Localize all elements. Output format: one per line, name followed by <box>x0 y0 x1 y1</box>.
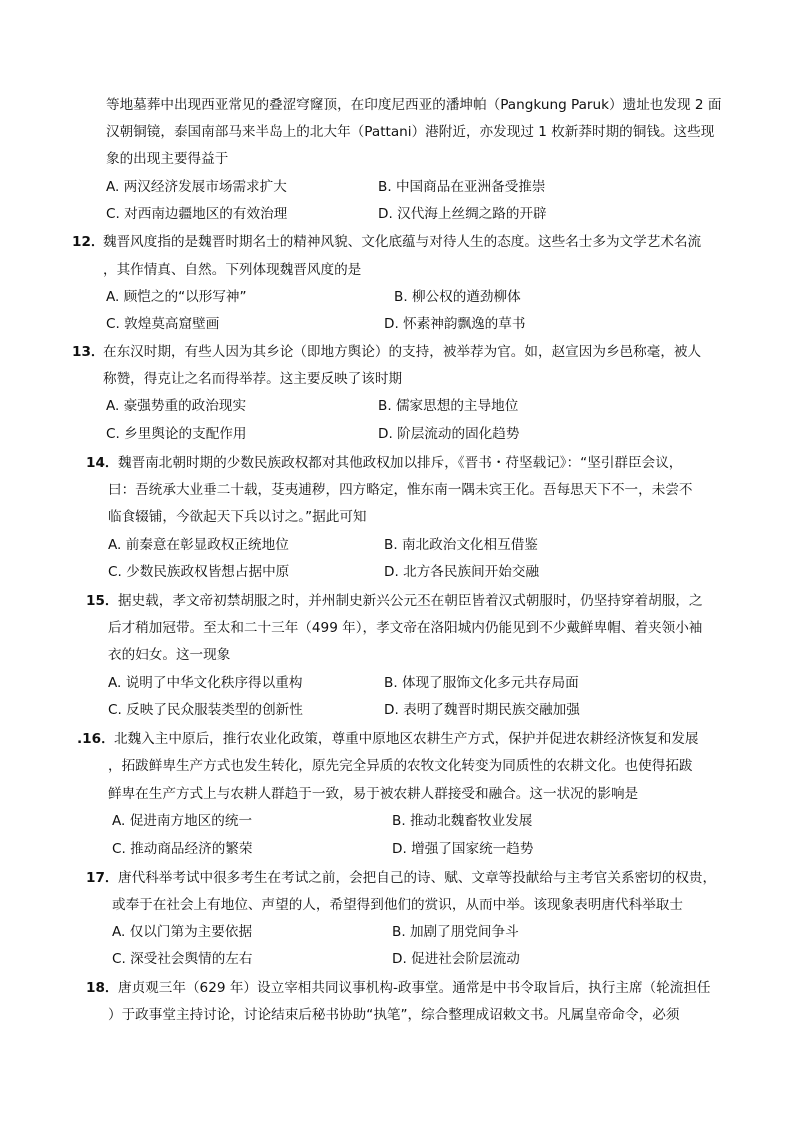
question-16-option-a: A. 促进南方地区的统一 <box>112 813 253 829</box>
question-16-line-2: ，拓跋鲜卑生产方式也发生转化，原先完全异质的农牧文化转变为同质性的农耕文化。也使得拓跋 <box>108 758 693 774</box>
question-13-option-c: C. 乡里舆论的支配作用 <box>106 426 247 442</box>
question-18-line-1: 唐贞观三年（629 年）设立宰相共同议事机构-政事堂。通常是中书令取旨后，执行主席（轮流担任 <box>118 980 711 996</box>
question-17-line-1: 唐代科举考试中很多考生在考试之前，会把自己的诗、赋、文章等投献给与主考官关系密切的权贵， <box>118 870 717 886</box>
question-number: 18． <box>86 980 119 996</box>
question-16-line-3: 鲜卑在生产方式上与农耕人群趋于一致，易于被农耕人群接受和融合。这一状况的影响是 <box>108 786 639 802</box>
question-17-option-b: B. 加剧了朋党间争斗 <box>392 924 519 940</box>
question-12-option-b: B. 柳公权的遒劲柳体 <box>394 289 521 305</box>
question-12-line-2: ，其作情真、自然。下列体现魏晋风度的是 <box>103 262 362 278</box>
question-16-option-c: C. 推动商品经济的繁荣 <box>112 841 253 857</box>
question-12-line-1: 魏晋风度指的是魏晋时期名士的精神风貌、文化底蕴与对待人生的态度。这些名士多为文学艺术名流 <box>103 234 702 250</box>
question-17-option-c: C. 深受社会舆情的左右 <box>112 951 253 967</box>
question-14-option-b: B. 南北政治文化相互借鉴 <box>384 537 538 553</box>
question-15-line-3: 衣的妇女。这一现象 <box>108 647 231 663</box>
question-number: 13． <box>72 344 105 360</box>
question-number: .16． <box>77 731 115 747</box>
question-12-option-d: D. 怀素神韵飘逸的草书 <box>384 316 526 332</box>
intro-line-2: 汉朝铜镜，泰国南部马来半岛上的北大年（Pattani）港附近，亦发现过 1 枚新莽时期的铜钱。这些现 <box>106 124 715 140</box>
question-17-option-d: D. 促进社会阶层流动 <box>392 951 520 967</box>
question-14-option-d: D. 北方各民族间开始交融 <box>384 564 540 580</box>
question-13-option-d: D. 阶层流动的固化趋势 <box>378 426 520 442</box>
question-13-option-a: A. 豪强势重的政治现实 <box>106 398 247 414</box>
intro-option-d: D. 汉代海上丝绸之路的开辟 <box>378 206 547 222</box>
question-12-option-a: A. 顾恺之的“以形写神” <box>106 289 247 305</box>
question-16-line-1: 北魏入主中原后，推行农业化政策，尊重中原地区农耕生产方式，保护并促进农耕经济恢复和发展 <box>114 731 699 747</box>
question-14-option-a: A. 前秦意在彰显政权正统地位 <box>108 537 289 553</box>
intro-option-b: B. 中国商品在亚洲备受推崇 <box>378 179 546 195</box>
question-15-option-c: C. 反映了民众服装类型的创新性 <box>108 702 303 718</box>
question-18-line-2: ）于政事堂主持讨论，讨论结束后秘书协助“执笔”，综合整理成诏敕文书。凡属皇帝命令，必须 <box>108 1007 680 1023</box>
question-14-line-1: 魏晋南北朝时期的少数民族政权都对其他政权加以排斥，《晋书・苻坚载记》：“坚引群臣会议， <box>118 455 683 471</box>
question-number: 14． <box>86 455 119 471</box>
intro-line-3: 象的出现主要得益于 <box>106 151 229 167</box>
question-16-option-b: B. 推动北魏畜牧业发展 <box>392 813 533 829</box>
question-15-line-1: 据史载，孝文帝初禁胡服之时，并州制史新兴公元丕在朝臣皆着汉式朝服时，仍坚持穿着胡服，之 <box>118 593 703 609</box>
question-16-option-d: D. 增强了国家统一趋势 <box>392 841 534 857</box>
intro-option-c: C. 对西南边疆地区的有效治理 <box>106 206 288 222</box>
question-15-option-a: A. 说明了中华文化秩序得以重构 <box>108 675 303 691</box>
question-15-option-d: D. 表明了魏晋时期民族交融加强 <box>384 702 580 718</box>
question-17-option-a: A. 仅以门第为主要依据 <box>112 924 253 940</box>
question-14-line-3: 临食辍铺，今欲起天下兵以讨之。”据此可知 <box>108 509 367 525</box>
question-number: 15． <box>86 593 119 609</box>
question-number: 17． <box>86 870 119 886</box>
question-14-option-c: C. 少数民族政权皆想占据中原 <box>108 564 290 580</box>
question-13-line-2: 称赞，得克让之名而得举荐。这主要反映了该时期 <box>103 371 403 387</box>
intro-line-1: 等地墓葬中出现西亚常见的叠涩穹窿顶，在印度尼西亚的潘坤帕（Pangkung Paruk）遗址也发现 2 面 <box>106 97 722 113</box>
question-13-option-b: B. 儒家思想的主导地位 <box>378 398 519 414</box>
question-17-line-2: 或奉于在社会上有地位、声望的人，希望得到他们的赏识，从而中举。该现象表明唐代科举取士 <box>112 897 683 913</box>
question-14-line-2: 曰：吾统承大业垂二十载，芟夷逋秽，四方略定，惟东南一隅未宾王化。吾每思天下不一，未尝不 <box>108 482 693 498</box>
question-number: 12． <box>72 234 105 250</box>
intro-option-a: A. 两汉经济发展市场需求扩大 <box>106 179 287 195</box>
question-15-line-2: 后才稍加冠带。至太和二十三年（499 年），孝文帝在洛阳城内仍能见到不少戴鲜卑帽、着夹领小袖 <box>108 620 703 636</box>
question-15-option-b: B. 体现了服饰文化多元共存局面 <box>384 675 579 691</box>
question-13-line-1: 在东汉时期，有些人因为其乡论（即地方舆论）的支持，被举荐为官。如，赵宣因为乡邑称毫，被人 <box>103 344 702 360</box>
question-12-option-c: C. 敦煌莫高窟壁画 <box>106 316 220 332</box>
